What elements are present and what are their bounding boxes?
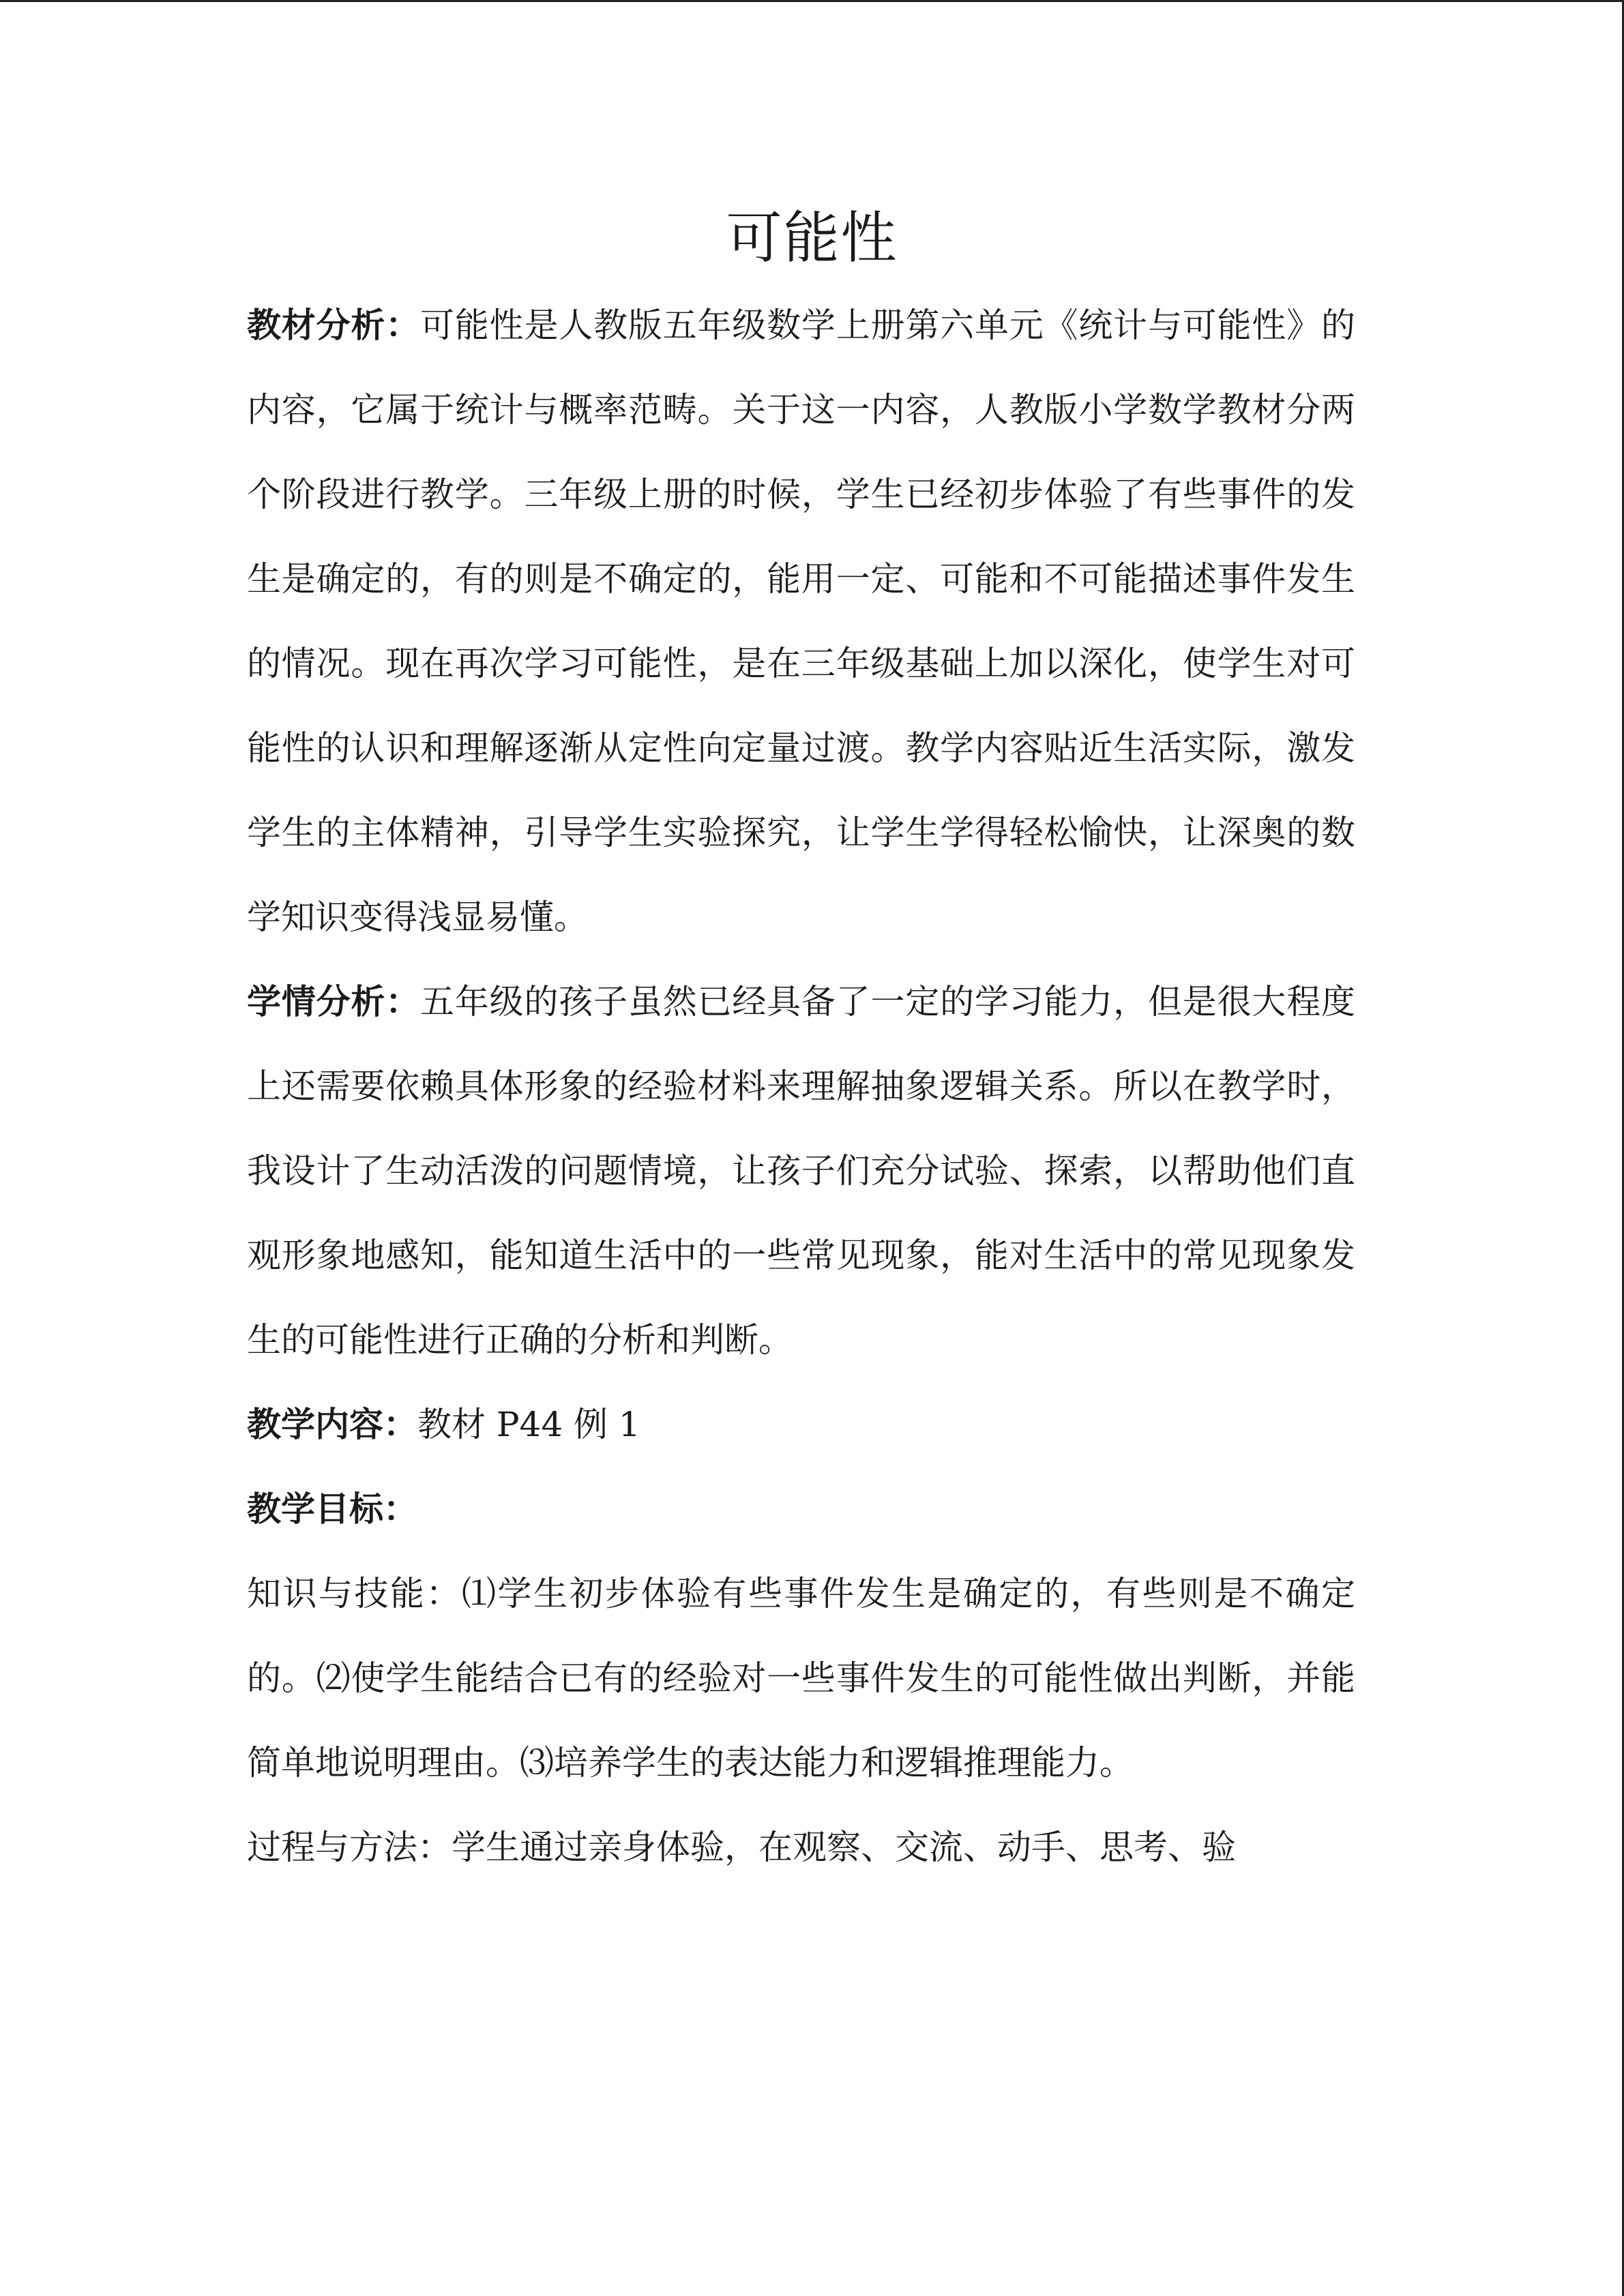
section-text: 可能性是人教版五年级数学上册第六单元《统计与可能性》的内容，它属于统计与概率范畴。关于这一内容，人教版小学数学教材分两个阶段进行教学。三年级上册的时候，学生已经初步体验了有些事件的发生是确定的，有的则是不确定的，能用一定、可能和不可能描述事件发生的情况。现在再次学习可能性，是在三年级基础上加以深化，使学生对可能性的认识和理解逐渐从定性向定量过渡。教学内容贴近生活实际，激发学生的主体精神，引导学生实验探究，让学生学得轻松愉快，让深奥的数学知识变得浅显易懂。: [247, 305, 1356, 937]
document-title: 可能性: [726, 206, 898, 271]
paragraph-knowledge-skills: [247, 1551, 1355, 1805]
paragraph-teaching-goals: [247, 1467, 1355, 1551]
paragraph-student-analysis: [247, 959, 1355, 1382]
section-text: 教材 P44 例 1: [417, 1405, 640, 1444]
section-label: 教学目标：: [247, 1489, 417, 1529]
document-body: [247, 283, 1355, 1890]
section-text: 过程与方法：学生通过亲身体验，在观察、交流、动手、思考、验: [247, 1828, 1236, 1867]
section-label: 教学内容：: [247, 1404, 417, 1444]
paragraph-teaching-content: [247, 1382, 1355, 1467]
paragraph-process-methods: [247, 1805, 1355, 1890]
section-text: 五年级的孩子虽然已经具备了一定的学习能力，但是很大程度上还需要依赖具体形象的经验材料来理解抽象逻辑关系。所以在教学时，我设计了生动活泼的问题情境，让孩子们充分试验、探索，以帮助他们直观形象地感知，能知道生活中的一些常见现象，能对生活中的常见现象发生的可能性进行正确的分析和判断。: [247, 982, 1356, 1360]
paragraph-textbook-analysis: [247, 283, 1355, 959]
page-border-top: [0, 0, 1624, 2]
section-label: 教材分析：: [247, 305, 421, 345]
section-text: 知识与技能：⑴学生初步体验有些事件发生是确定的，有些则是不确定的。⑵使学生能结合已有的经验对一些事件发生的可能性做出判断，并能简单地说明理由。⑶培养学生的表达能力和逻辑推理能力。: [247, 1574, 1355, 1783]
section-label: 学情分析：: [247, 981, 421, 1022]
